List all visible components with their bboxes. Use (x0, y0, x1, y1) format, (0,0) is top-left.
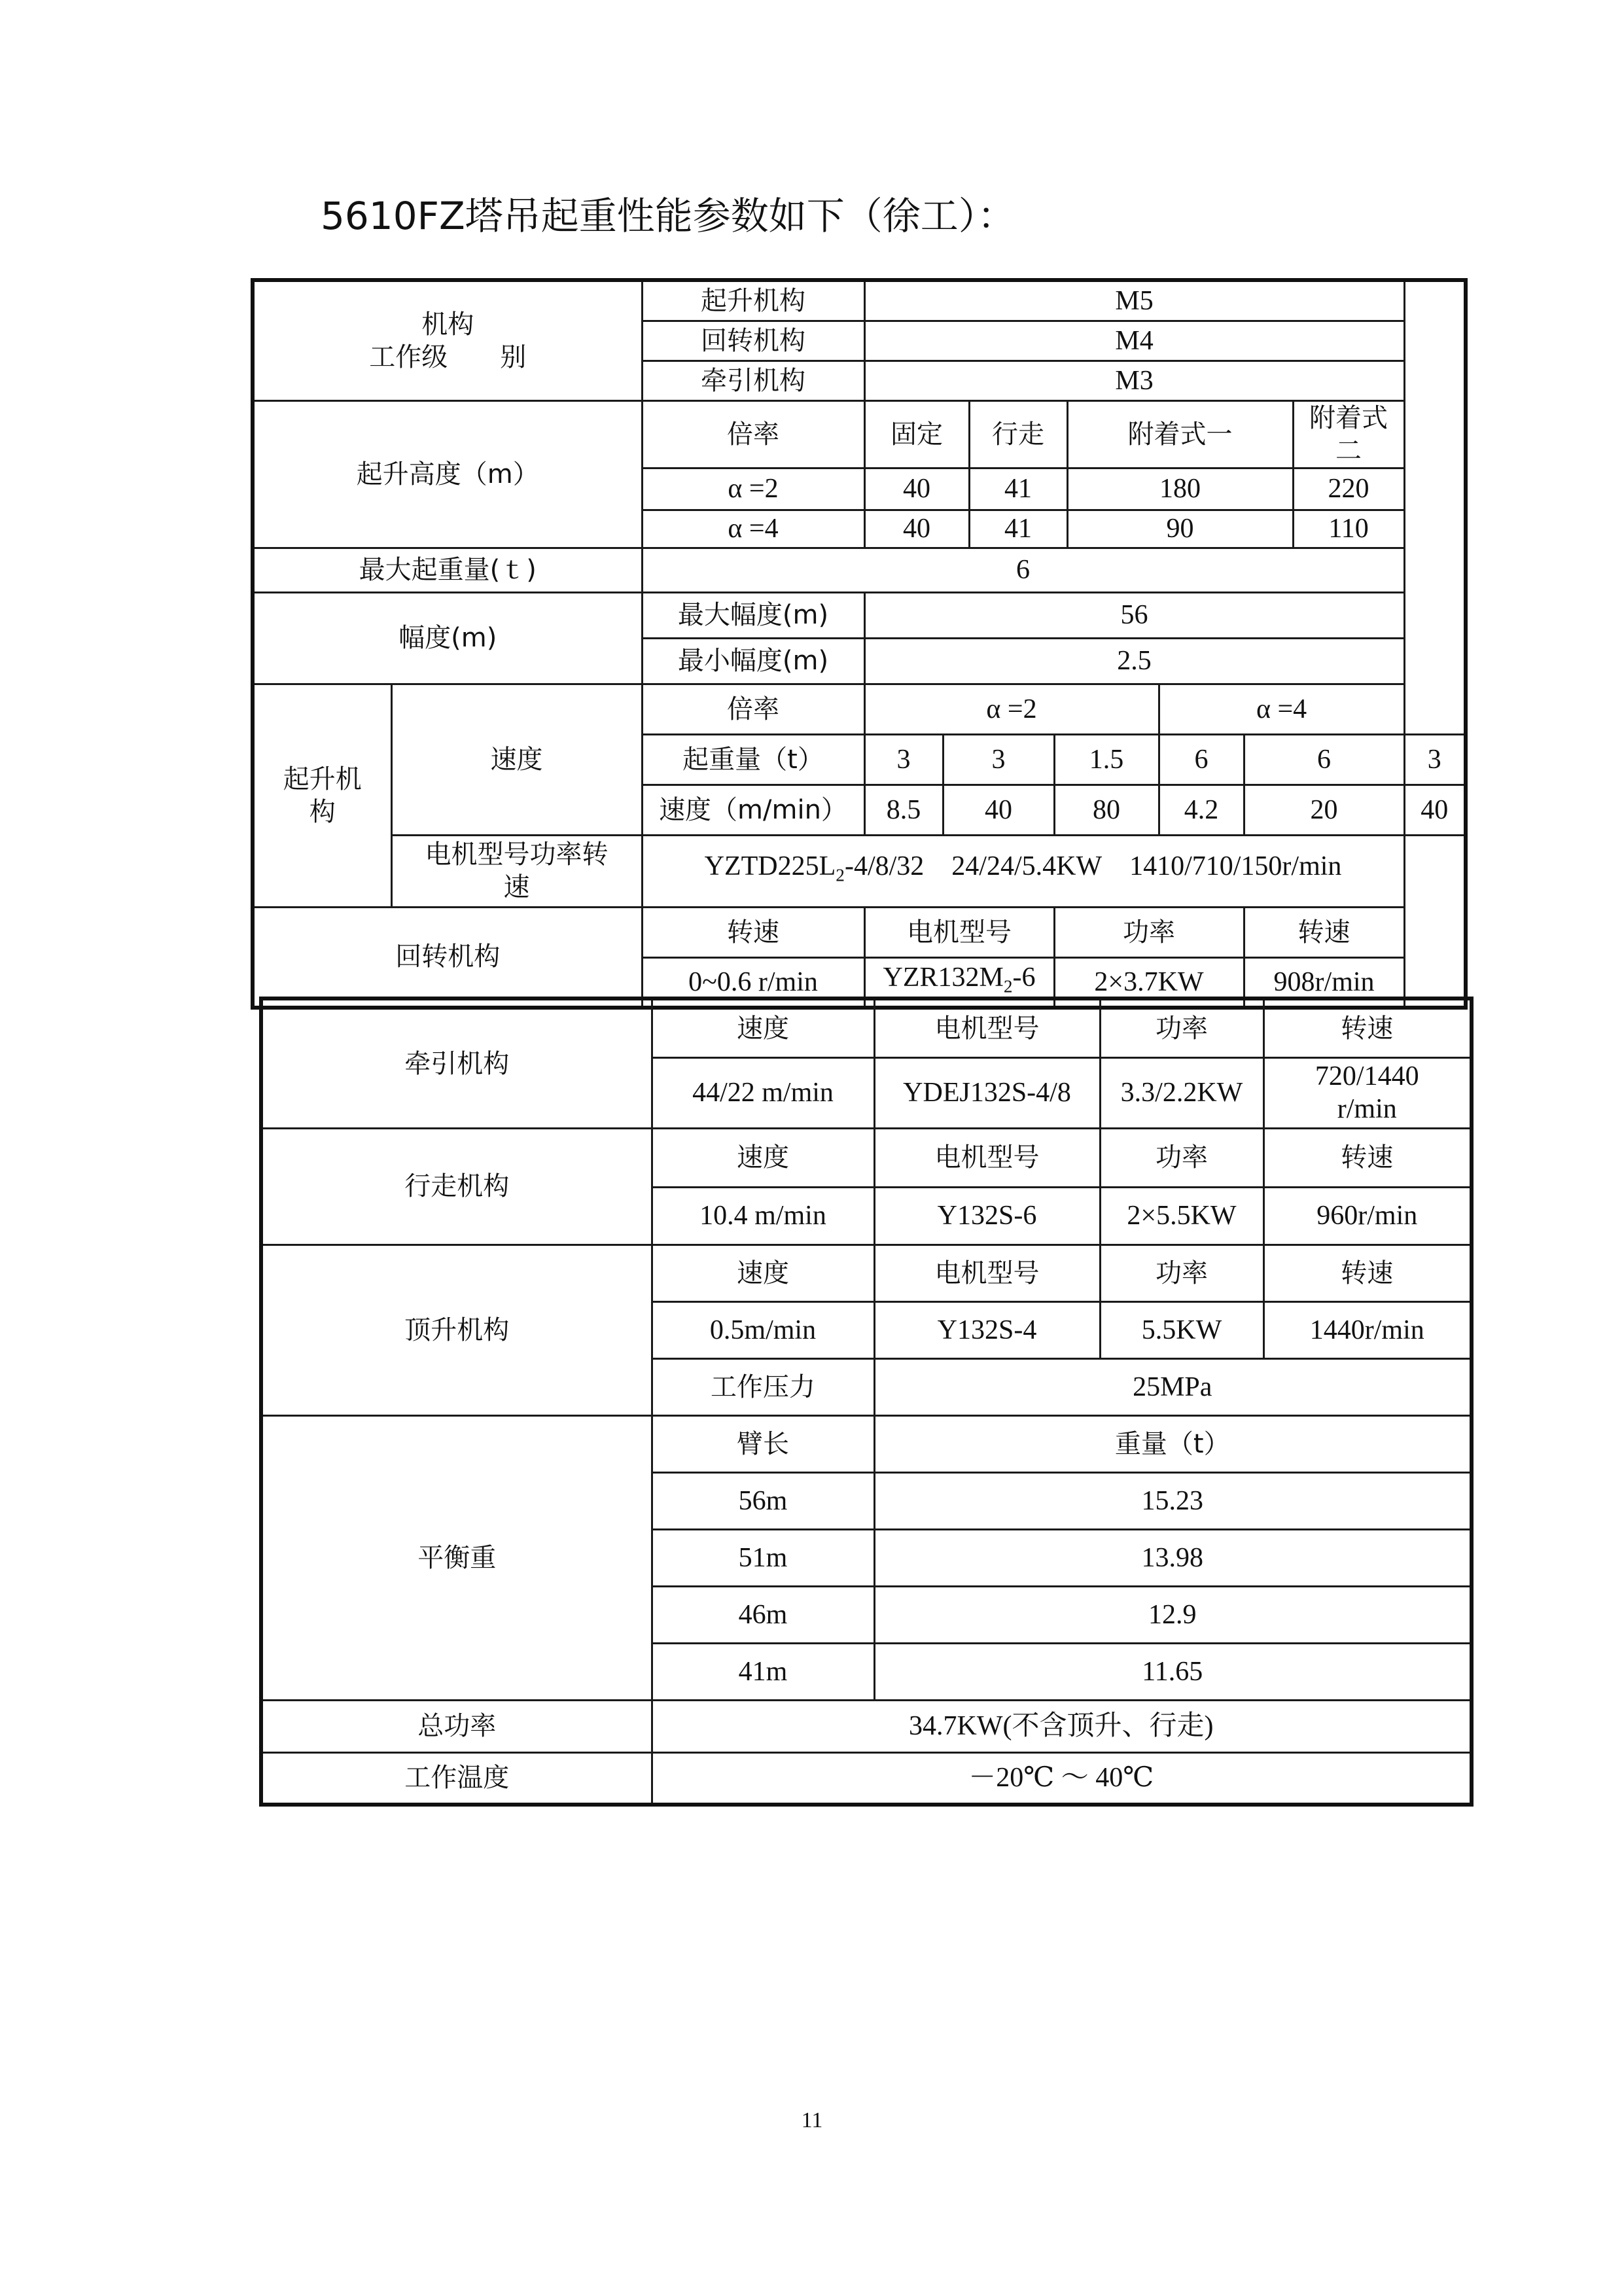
trolley-rpm: 720/1440 r/min (1263, 1057, 1472, 1128)
counterweight-header-weight: 重量（t） (874, 1415, 1472, 1472)
climbing-model: Y132S-4 (874, 1301, 1100, 1358)
slewing-label: 回转机构 (253, 907, 642, 1008)
hoist-load: 6 (1244, 734, 1404, 785)
hoist-ratio-a4: α =4 (1159, 684, 1404, 734)
lift-height-ratio: α =4 (642, 510, 864, 548)
lift-height-value: 220 (1293, 468, 1404, 510)
spec-table-upper (251, 278, 1468, 1010)
climbing-header: 速度 (652, 1245, 874, 1301)
slewing-header: 电机型号 (864, 907, 1054, 957)
counterweight-jib: 46m (652, 1586, 874, 1643)
hoist-speed: 8.5 (864, 785, 943, 835)
climbing-power: 5.5KW (1100, 1301, 1263, 1358)
counterweight-weight: 12.9 (874, 1586, 1472, 1643)
lift-height-header: 行走 (969, 400, 1067, 468)
trolley-header: 功率 (1100, 998, 1263, 1057)
travel-header: 电机型号 (874, 1128, 1100, 1187)
hoist-motor-model: $YZTD225L_2-4/8/32$ (704, 851, 925, 885)
travel-power: 2×5.5KW (1100, 1187, 1263, 1245)
climbing-rpm: 1440r/min (1263, 1301, 1472, 1358)
lift-height-header: 附着式一 (1067, 400, 1293, 468)
hoist-speed: 40 (943, 785, 1054, 835)
travel-rpm: 960r/min (1263, 1187, 1472, 1245)
slewing-rpm: 908r/min (1244, 957, 1404, 1008)
lift-height-label: 起升高度（m） (253, 400, 642, 548)
hoist-load: 3 (1404, 734, 1466, 785)
page-number: 11 (801, 2108, 823, 2132)
lift-height-value: 90 (1067, 510, 1293, 548)
lift-height-value: 180 (1067, 468, 1293, 510)
trolley-power: 3.3/2.2KW (1100, 1057, 1263, 1128)
slewing-power: 2×3.7KW (1054, 957, 1244, 1008)
max-load-value: 6 (642, 548, 1404, 592)
counterweight-header-jib: 臂长 (652, 1415, 874, 1472)
trolley-speed: 44/22 m/min (652, 1057, 874, 1128)
hoist-label: 起升机 构 (253, 684, 391, 907)
hoist-load: 3 (864, 734, 943, 785)
travel-speed: 10.4 m/min (652, 1187, 874, 1245)
counterweight-label: 平衡重 (261, 1415, 652, 1700)
hoist-load: 6 (1159, 734, 1244, 785)
counterweight-weight: 15.23 (874, 1472, 1472, 1529)
counterweight-jib: 56m (652, 1472, 874, 1529)
max-load-label: 最大起重量(ｔ) (253, 548, 642, 592)
counterweight-jib: 41m (652, 1643, 874, 1700)
work-class-value: M5 (864, 280, 1404, 321)
counterweight-weight: 13.98 (874, 1529, 1472, 1586)
radius-value: 56 (864, 592, 1404, 638)
work-class-mechanism: 牵引机构 (642, 361, 864, 400)
hoist-load-label: 起重量（t） (642, 734, 864, 785)
lift-height-ratio: α =2 (642, 468, 864, 510)
radius-name: 最小幅度(m) (642, 638, 864, 684)
climbing-header: 电机型号 (874, 1245, 1100, 1301)
trolley-model: YDEJ132S-4/8 (874, 1057, 1100, 1128)
lift-height-header: 附着式二 (1293, 400, 1404, 468)
work-class-value: M3 (864, 361, 1404, 400)
climbing-pressure-label: 工作压力 (652, 1358, 874, 1415)
travel-model: Y132S-6 (874, 1187, 1100, 1245)
slewing-header: 转速 (1244, 907, 1404, 957)
hoist-speed: 40 (1404, 785, 1466, 835)
hoist-motor-spec (642, 835, 1404, 907)
hoist-speed: 20 (1244, 785, 1404, 835)
hoist-speed-row-label: 速度（m/min） (642, 785, 864, 835)
hoist-speed-label: 速度 (391, 684, 642, 835)
work-class-mechanism: 回转机构 (642, 321, 864, 361)
radius-label: 幅度(m) (253, 592, 642, 684)
total-power-label: 总功率 (261, 1700, 652, 1752)
total-power-value: 34.7KW(不含顶升、行走) (652, 1700, 1472, 1752)
climbing-speed: 0.5m/min (652, 1301, 874, 1358)
lift-height-value: 41 (969, 510, 1067, 548)
spec-table-lower (259, 997, 1474, 1807)
hoist-motor-rpm: 1410/710/150r/min (1129, 851, 1342, 882)
trolley-header: 速度 (652, 998, 874, 1057)
temperature-label: 工作温度 (261, 1752, 652, 1805)
work-class-mechanism: 起升机构 (642, 280, 864, 321)
climbing-header: 功率 (1100, 1245, 1263, 1301)
radius-name: 最大幅度(m) (642, 592, 864, 638)
hoist-ratio-a2: α =2 (864, 684, 1159, 734)
lift-height-value: 41 (969, 468, 1067, 510)
lift-height-value: 40 (864, 510, 969, 548)
hoist-load: 1.5 (1054, 734, 1159, 785)
lift-height-value: 110 (1293, 510, 1404, 548)
temperature-value: －20℃ ～ 40℃ (652, 1752, 1472, 1805)
climbing-label: 顶升机构 (261, 1245, 652, 1415)
hoist-motor-power: 24/24/5.4KW (951, 851, 1103, 882)
lift-height-header: 固定 (864, 400, 969, 468)
climbing-header: 转速 (1263, 1245, 1472, 1301)
slewing-header: 转速 (642, 907, 864, 957)
travel-header: 速度 (652, 1128, 874, 1187)
lift-height-header: 倍率 (642, 400, 864, 468)
slewing-speed: 0~0.6 r/min (642, 957, 864, 1008)
trolley-label: 牵引机构 (261, 998, 652, 1128)
hoist-load: 3 (943, 734, 1054, 785)
hoist-speed: 80 (1054, 785, 1159, 835)
travel-header: 转速 (1263, 1128, 1472, 1187)
work-class-value: M4 (864, 321, 1404, 361)
trolley-header: 电机型号 (874, 998, 1100, 1057)
hoist-ratio-label: 倍率 (642, 684, 864, 734)
counterweight-weight: 11.65 (874, 1643, 1472, 1700)
travel-label: 行走机构 (261, 1128, 652, 1245)
trolley-header: 转速 (1263, 998, 1472, 1057)
hoist-motor-label: 电机型号功率转 速 (391, 835, 642, 907)
slewing-model: $YZR132M_2-6$ (864, 957, 1054, 1008)
work-class-label: 机构 工作级 别 (253, 280, 642, 400)
hoist-speed: 4.2 (1159, 785, 1244, 835)
radius-value: 2.5 (864, 638, 1404, 684)
counterweight-jib: 51m (652, 1529, 874, 1586)
slewing-header: 功率 (1054, 907, 1244, 957)
climbing-pressure: 25MPa (874, 1358, 1472, 1415)
page-heading: 5610FZ塔吊起重性能参数如下（徐工）： (321, 194, 1015, 238)
travel-header: 功率 (1100, 1128, 1263, 1187)
lift-height-value: 40 (864, 468, 969, 510)
